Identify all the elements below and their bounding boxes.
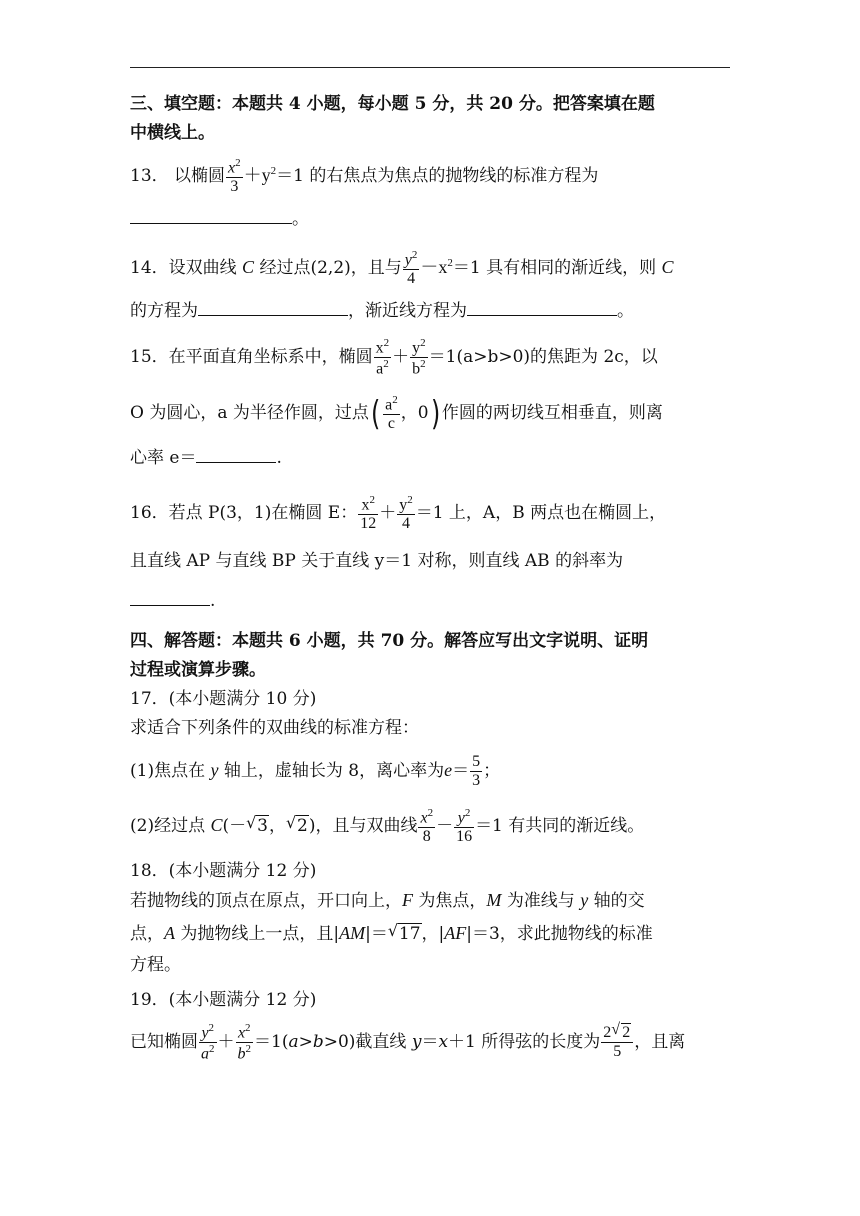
q15-fraction-1: $\frac{x^2}{a^2}$ [375, 336, 390, 378]
q18-line-2: 点，A 为抛物线上一点，且|AM|＝ √ 17，|AF|＝3，求此抛物线的标准 [130, 916, 730, 951]
q13-period: 。 [292, 209, 309, 229]
q16-answer-blank[interactable] [130, 587, 210, 606]
q19-heading: 19．(本小题满分 12 分) [130, 990, 317, 1010]
q16-text-b: ＝1 上，A，B 两点也在椭圆上， [415, 503, 667, 523]
section-3-title-line2: 中横线上。 [130, 123, 215, 143]
q14-text-b: 经过点(2,2)，且与 [259, 258, 402, 278]
q16-line-2 [130, 541, 730, 581]
q17-sqrt-2: √ 2 [285, 813, 308, 836]
q18-line-3: 方程。 [130, 955, 181, 975]
q15-text: 在平面直角坐标系中，椭圆 [168, 347, 373, 367]
q15-line-3 [130, 444, 730, 473]
q17-intro: 求适合下列条件的双曲线的标准方程： [130, 718, 419, 738]
q15-fraction-2: $\frac{y^2}{b^2}$ [412, 336, 426, 378]
section-3-title [130, 90, 730, 148]
q16-fraction-1: $\frac{x^2}{12}$ [360, 493, 377, 533]
q18-heading: 18．(本小题满分 12 分) [130, 861, 317, 881]
q17-eccentricity-fraction: $\frac{5}{3}$ [472, 753, 481, 789]
q15-number: 15． [130, 347, 169, 367]
q15-period: . [276, 448, 282, 468]
section-4-title-line1: 四、解答题：本题共 6 小题，共 70 分。解答应写出文字说明、证明 [130, 631, 649, 651]
q19-fraction-1: $\frac{y^2}{a^2}$ [201, 1021, 215, 1063]
q14-text-d: ＝1 具有相同的渐近线，则 [452, 258, 657, 278]
q13-answer-line [130, 205, 730, 234]
question-14 [130, 240, 730, 291]
q13-answer-blank[interactable] [130, 205, 292, 224]
section-4-title-line2: 过程或演算步骤。 [130, 660, 266, 680]
q17-fraction-1: $\frac{x^2}{8}$ [420, 806, 434, 846]
question-15 [130, 332, 730, 382]
q14-text-f: ，渐近线方程为 [348, 301, 467, 321]
q17-part-1: (1)焦点在 y 轴上，虚轴长为 8，离心率为e＝ $\frac{5}{3}$ ； [130, 753, 501, 789]
q14-term: $-x^2$ [420, 257, 453, 277]
q14-answer-blank-1[interactable] [198, 297, 348, 316]
question-13 [130, 148, 730, 199]
question-16 [130, 485, 730, 541]
q13-term: $+y^2$ [243, 165, 277, 185]
header-rule [130, 67, 730, 68]
q15-line-2 [130, 382, 730, 444]
q18-sqrt-17: √ 17 [387, 921, 421, 944]
q17-part-2: (2)经过点 C(－ √ 3， √ 2)，且与双曲线 $\frac{x^2}{8}$ － $\frac{y^2}{16}$ ＝1 有共同的渐近线。 [130, 798, 730, 853]
q14-number: 14． [130, 258, 169, 278]
q15-point-fraction: $\frac{a^2}{c}$ [385, 393, 398, 433]
q19-chord-fraction: 2 √ 2 5 [601, 1024, 633, 1061]
q15-text-b: ＝1(a>b>0)的焦距为 2c，以 [428, 347, 658, 367]
q16-number: 16． [130, 503, 169, 523]
q16-text-c: 且直线 AP 与直线 BP 关于直线 y＝1 对称，则直线 AB 的斜率为 [130, 551, 624, 571]
q14-fraction: $\frac{y^2}{4}$ [404, 248, 418, 288]
q16-plus: ＋ [379, 503, 397, 523]
q14-answer-line [130, 297, 730, 326]
q17-fraction-2: $\frac{y^2}{16}$ [456, 806, 473, 846]
q15-text-d: 作圆的两切线互相垂直，则离 [441, 403, 663, 423]
q16-line-3 [130, 581, 730, 621]
q14-text-e: 的方程为 [130, 301, 198, 321]
q16-fraction-2: $\frac{y^2}{4}$ [399, 493, 413, 533]
q17-sqrt-3: √ 3 [246, 813, 268, 836]
q15-right-paren: ) [430, 393, 440, 434]
q15-point-rest: ，0 [400, 403, 429, 423]
q18-line-1: 若抛物线的顶点在原点，开口向上，F 为焦点，M 为准线与 y 轴的交 [130, 890, 645, 911]
q17-heading: 17．(本小题满分 10 分) [130, 689, 317, 709]
q19-fraction-2: $\frac{x^2}{b^2}$ [237, 1021, 251, 1063]
q13-text-rest: ＝1 的右焦点为焦点的抛物线的标准方程为 [276, 166, 599, 186]
section-4-title [130, 627, 730, 685]
exam-page [130, 90, 730, 1069]
q14-var-c2: C [661, 257, 674, 277]
q13-fraction: $\frac{x^2}{3}$ [228, 156, 241, 196]
q16-text: 若点 P(3，1)在椭圆 E： [168, 503, 358, 523]
q14-answer-blank-2[interactable] [467, 297, 617, 316]
q14-period: 。 [617, 301, 634, 321]
q13-number: 13． [130, 166, 169, 186]
q15-answer-blank[interactable] [196, 444, 276, 463]
q15-text-c: O 为圆心，a 为半径作圆，过点 [130, 403, 369, 423]
q14-var-c: C [242, 257, 255, 277]
section-3-title-line1: 三、填空题：本题共 4 小题，每小题 5 分，共 20 分。把答案填在题 [130, 94, 655, 114]
q16-period: . [210, 591, 216, 611]
q13-text: 以椭圆 [174, 166, 226, 186]
q19-line-1: 已知椭圆 $\frac{y^2}{a^2}$ ＋ $\frac{x^2}{b^2}$ ＝1(a>b>0)截直线 y＝x＋1 所得弦的长度为 2 √ 2 5 ，且离 [130, 1021, 686, 1063]
q15-text-e: 心率 e＝ [130, 448, 197, 468]
q14-text: 设双曲线 [168, 258, 237, 278]
q15-plus: ＋ [392, 347, 410, 367]
q15-left-paren: ( [370, 393, 381, 434]
